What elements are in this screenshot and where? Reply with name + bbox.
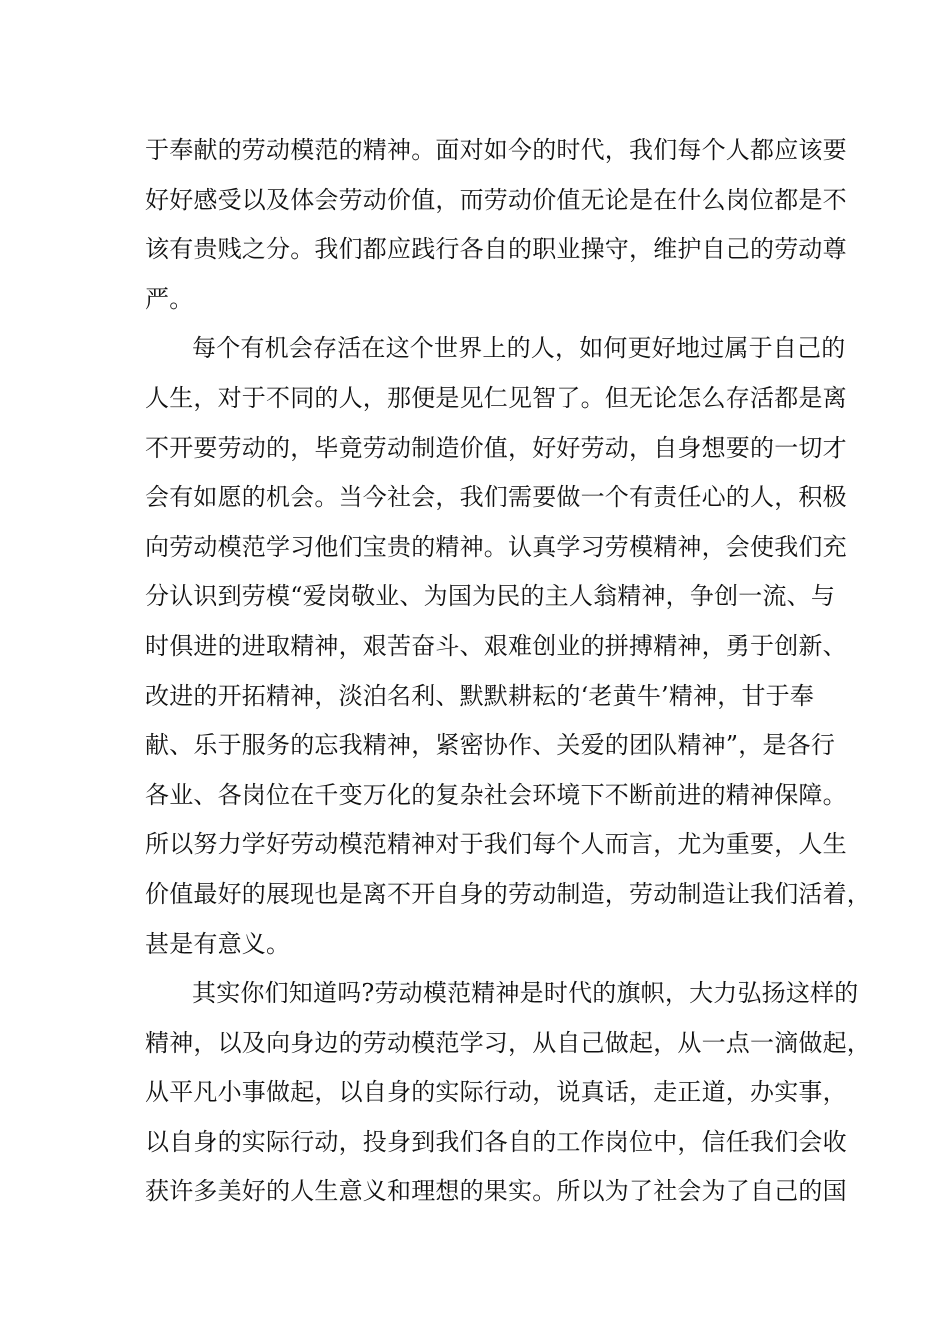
text-line: 从平凡小事做起，以自身的实际行动，说真话，走正道，办实事， — [145, 1078, 847, 1107]
paragraph-first-line: 其实你们知道吗?劳动模范精神是时代的旗帜，大力弘扬这样的 — [192, 979, 859, 1008]
text-line: 于奉献的劳动模范的精神。面对如今的时代，我们每个人都应该要 — [145, 136, 847, 164]
text-line: 获许多美好的人生意义和理想的果实。所以为了社会为了自己的国 — [145, 1177, 847, 1206]
text-line: 精神，以及向身边的劳动模范学习，从自己做起，从一点一滴做起， — [145, 1028, 871, 1057]
paragraph-first-line: 每个有机会存活在这个世界上的人，如何更好地过属于自己的 — [192, 334, 846, 363]
text-line: 向劳动模范学习他们宝贵的精神。认真学习劳模精神，会使我们充 — [145, 532, 847, 561]
text-line: 会有如愿的机会。当今社会，我们需要做一个有责任心的人，积极 — [145, 483, 847, 512]
text-line: 以自身的实际行动，投身到我们各自的工作岗位中，信任我们会收 — [145, 1127, 847, 1156]
text-line: 不开要劳动的，毕竟劳动制造价值，好好劳动，自身想要的一切才 — [145, 433, 847, 462]
text-line: 人生，对于不同的人，那便是见仁见智了。但无论怎么存活都是离 — [145, 383, 847, 412]
text-line: 献、乐于服务的忘我精神，紧密协作、关爱的团队精神”，是各行 — [145, 731, 836, 760]
text-line: 时俱进的进取精神，艰苦奋斗、艰难创业的拼搏精神，勇于创新、 — [145, 631, 847, 660]
text-line: 所以努力学好劳动模范精神对于我们每个人而言，尤为重要，人生 — [145, 830, 847, 859]
text-line: 该有贵贱之分。我们都应践行各自的职业操守，维护自己的劳动尊 — [145, 235, 847, 264]
text-line: 改进的开拓精神，淡泊名利、默默耕耘的‘老黄牛’精神，甘于奉 — [145, 681, 815, 710]
text-line: 各业、各岗位在千变万化的复杂社会环境下不断前进的精神保障。 — [145, 780, 847, 809]
text-line: 价值最好的展现也是离不开自身的劳动制造，劳动制造让我们活着， — [145, 879, 871, 908]
text-line: 甚是有意义。 — [145, 929, 291, 958]
text-line: 好好感受以及体会劳动价值，而劳动价值无论是在什么岗位都是不 — [145, 185, 847, 214]
text-line: 严。 — [145, 284, 194, 313]
body-text — [145, 126, 871, 1217]
text-line: 分认识到劳模“爱岗敬业、为国为民的主人翁精神，争创一流、与 — [145, 582, 836, 611]
